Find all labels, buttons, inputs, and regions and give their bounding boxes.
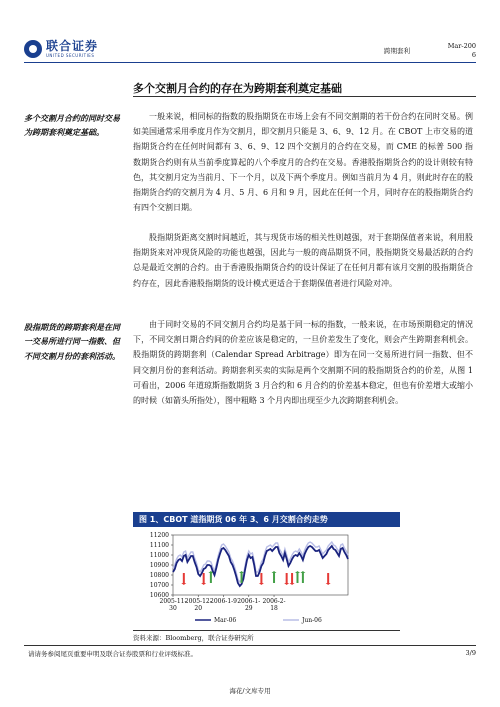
figure-caption: 图 1、CBOT 道指期货 06 年 3、6 月交割合约走势 [133,512,400,527]
futures-line-chart [133,527,400,630]
y-tick-label: 10900 [149,562,169,569]
footer-page-number: 3/9 [465,649,476,657]
arrow-down-icon [290,583,295,585]
sidebar-note-2: 股指期货的跨期套利是在同一交易所进行同一指数、但不同交割月份的套利活动。 [24,322,120,361]
title-divider [133,96,476,97]
x-tick-label: 2006-2-18 [262,598,286,612]
x-tick-label: 2006-1-29 [237,598,261,612]
figure-source: 资料来源：Bloomberg，联合证券研究所 [133,634,254,642]
report-type: 跨期套利 [384,47,410,55]
footer-disclaimer: 请请务参阅尾页重要申明及联合证券股票和行业评级标准。 [28,650,197,658]
sidebar-note-1: 多个交割月合约的同时交易为跨期套利奠定基础。 [24,113,120,138]
arrow-down-icon [201,583,206,585]
source-divider [133,630,400,631]
arrow-up-icon [295,571,300,573]
legend-label: Mar-06 [214,617,237,624]
y-tick-label: 11200 [149,532,169,539]
report-date: Mar-200 [447,42,476,50]
body-paragraph-2: 股指期货距离交割时间越近，其与现货市场的相关性则越强，对于套期保值者来说，利用股指期货来对冲现货风险的功能也越强，因此与一般的商品期货不同，股指期货交易最活跃的合约总是最近交割的合约。由于香港股指期货合约的设计保证了在任何月都有该月交割的股指期货合约存在，因此香港股指期货的设计模式更适合于套期保值者进行风险对冲。 [133,233,473,288]
arrow-up-icon [272,571,277,573]
arrow-down-icon [259,583,264,585]
section-title: 多个交割月合约的存在为跨期套利奠定基础 [133,82,342,95]
bottom-watermark: 海花/文库专用 [229,687,271,695]
y-tick-label: 10700 [149,582,169,589]
header-page-number: 6 [471,51,476,59]
footer-divider [24,645,476,646]
company-logo [24,40,98,58]
body-paragraph-1: 一般来说，相同标的指数的股指期货在市场上会有不同交割期的若干份合约在同时交易。例如美国通常采用季度月作为交割月，即交割月只能是 3、6、9、12 月。在 CBOT 上市交易的道指期货合约在任何时间都有 3、6、9、12 四个交割月的合约在交易，而 CME 的标普 500 指数期货合约则有从当前季度算起的八个季度月的合约在交易。香港股指期货合约的设计则较有特色，其交割月定为当前月、下一个月，以及下两个季度月。例如当前月为 4 月，则此时存在的股指期货合约的交割月为 4 月、5 月、6 月和 9 月，因此在任何一个月，同时存在的股指期货合约有四个交割日期。 [133,112,473,213]
arrow-down-icon [181,583,186,585]
y-tick-label: 10800 [149,572,169,579]
y-tick-label: 11000 [149,552,169,559]
logo-name: 联合证券 [46,39,99,53]
legend-label: Jun-06 [302,617,322,624]
arrow-down-icon [284,583,289,585]
x-tick-label: 2006-1-9 [210,598,237,605]
logo-mark-icon [24,40,42,58]
arrow-up-icon [300,571,305,573]
x-tick-label: 2005-11-30 [159,598,187,612]
logo-english-name: UNITED SECURITIES [46,53,95,58]
header-divider [24,62,476,63]
futures-chart [133,527,400,630]
x-tick-label: 2005-12-20 [184,598,212,612]
y-tick-label: 11100 [149,542,169,549]
arrow-down-icon [326,583,331,585]
y-tick-label: 10600 [149,592,169,599]
body-paragraph-3: 由于同时交易的不同交割月合约均是基于同一标的指数，一般来说，在市场预期稳定的情况下，不同交割日期合约间的价差应该是稳定的，一旦价差发生了变化，则会产生跨期套利机会。股指期货的跨期套利（Calendar Spread Arbitrage）即为在同一交易所进行同一指数、但不同交割月份的套利活动。跨期套利买卖的实际是两个交割期不同的股指期货合约的价差，从图 1 可看出，2006 年道琼斯指数期货 3 月合约和 6 月合约的价差基本稳定，但也有价差增大或缩小的时候（如箭头所指处），图中粗略 3 个月内即出现至少九次跨期套利机会。 [133,320,473,406]
